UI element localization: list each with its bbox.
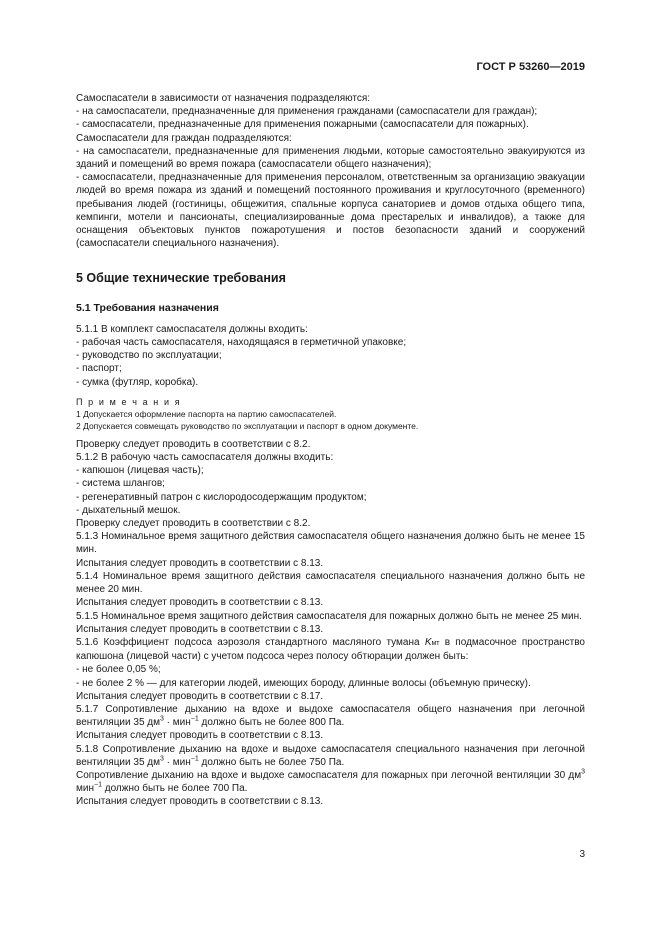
clause-5-1-2: 5.1.2 В рабочую часть самоспасателя должны входить: (76, 452, 334, 464)
intro-paragraph: Самоспасатели для граждан подразделяются: (76, 132, 292, 144)
list-item: - капюшон (лицевая часть); (76, 465, 204, 477)
clause-5-1-8: 5.1.8 Сопротивление дыханию на вдохе и выдохе самоспасателя специального назначения при легочной вентиляции 35 $дм^3 \cdot мин^{-1}$ должно быть не более 750 Па. (76, 743, 585, 768)
list-item: - не более 2 % — для категории людей, имеющих бороду, длинные волосы (объемную прическу). (76, 677, 531, 689)
list-item: - сумка (футляр, коробка). (76, 376, 199, 388)
test-reference: Испытания следует проводить в соответствии с 8.17. (76, 690, 324, 702)
page-number: 3 (579, 849, 585, 860)
test-reference: Испытания следует проводить в соответствии с 8.13. (76, 557, 324, 569)
list-item: - не более 0,05 %; (76, 664, 161, 676)
clause-firefighters-resistance: Сопротивление дыханию на вдохе и выдохе самоспасателя для пожарных при легочной вентиляции 30 $дм^3$ мин$^{-1}$ должно быть не более 700 Па. (76, 768, 585, 795)
check-reference: Проверку следует проводить в соответствии с 8.2. (76, 438, 311, 450)
note-item: 1 Допускается оформление паспорта на партию самоспасателей. (76, 408, 337, 419)
intro-line: Самоспасатели в зависимости от назначения подразделяются: (76, 93, 371, 104)
check-reference: Проверку следует проводить в соответствии с 8.2. (76, 518, 311, 530)
intro-paragraph (76, 92, 585, 105)
coefficient-subscript: мт (431, 639, 440, 647)
intro-paragraph: - самоспасатели, предназначенные для применения персоналом, ответственным за организацию эвакуации людей во время пожара из зданий и помещений постоянного проживания и круглосуточного (временного) пребывания людей (гостиницы, общежития, спальные корпуса санаториев и домов отдыха общего типа, кемпинги, мотели и пансионаты, специализированные дома престарелых и инвалидов), а также для оснащения объектовых пунктов пожаротушения и постов безопасности зданий и сооружений (самоспасатели специального назначения). (76, 172, 585, 250)
section-5-title: 5 Общие технические требования (76, 271, 286, 286)
intro-paragraph: - самоспасатели, предназначенные для применения пожарными (самоспасатели для пожарных). (76, 119, 529, 131)
list-item: - руководство по эксплуатации; (76, 350, 222, 362)
list-item: - рабочая часть самоспасателя, находящаяся в герметичной упаковке; (76, 337, 407, 349)
test-reference: Испытания следует проводить в соответствии с 8.13. (76, 796, 324, 808)
clause-5-1-4: 5.1.4 Номинальное время защитного действия самоспасателя специального назначения должно быть не менее 20 мин. (76, 570, 585, 596)
list-item: - регенеративный патрон с кислородосодержащим продуктом; (76, 491, 367, 503)
test-reference: Испытания следует проводить в соответствии с 8.13. (76, 623, 324, 635)
clause-5-1-1: 5.1.1 В комплект самоспасателя должны входить: (76, 323, 308, 335)
test-reference: Испытания следует проводить в соответствии с 8.13. (76, 730, 324, 742)
note-item: 2 Допускается совмещать руководство по эксплуатации и паспорт в одном документе. (76, 420, 419, 431)
clause-5-1-5: 5.1.5 Номинальное время защитного действия самоспасателя для пожарных должно быть не менее 25 мин. (76, 610, 582, 622)
subsection-5-1-title: 5.1 Требования назначения (76, 301, 219, 314)
notes-title: П р и м е ч а н и я (76, 396, 182, 407)
test-reference: Испытания следует проводить в соответствии с 8.13. (76, 597, 324, 609)
clause-5-1-3: 5.1.3 Номинальное время защитного действия самоспасателя общего назначения должно быть не менее 15 мин. (76, 531, 585, 556)
list-item: - дыхательный мешок. (76, 504, 181, 516)
intro-paragraph: - на самоспасатели, предназначенные для применения людьми, которые самостоятельно эвакуируются из зданий и помещений во время пожара (самоспасатели общего назначения); (76, 145, 585, 171)
clause-5-1-6: 5.1.6 Коэффициент подсоса аэрозоля стандартного масляного тумана Kмт в подмасочное пространство капюшона (лицевой части) с учетом подсоса через полосу обтюрации должен быть: (76, 636, 585, 663)
coefficient-symbol: K (424, 636, 432, 648)
clause-5-1-7: 5.1.7 Сопротивление дыханию на вдохе и выдохе самоспасателя общего назначения при легочной вентиляции 35 $дм^3 \cdot мин^{-1}$ должно быть не более 800 Па. (76, 703, 585, 729)
list-item: - система шлангов; (76, 478, 165, 490)
document-code-header: ГОСТ Р 53260—2019 (476, 61, 585, 73)
list-item: - паспорт; (76, 363, 122, 375)
page-body (76, 92, 585, 809)
intro-paragraph: - на самоспасатели, предназначенные для применения гражданами (самоспасатели для граждан); (76, 106, 538, 118)
